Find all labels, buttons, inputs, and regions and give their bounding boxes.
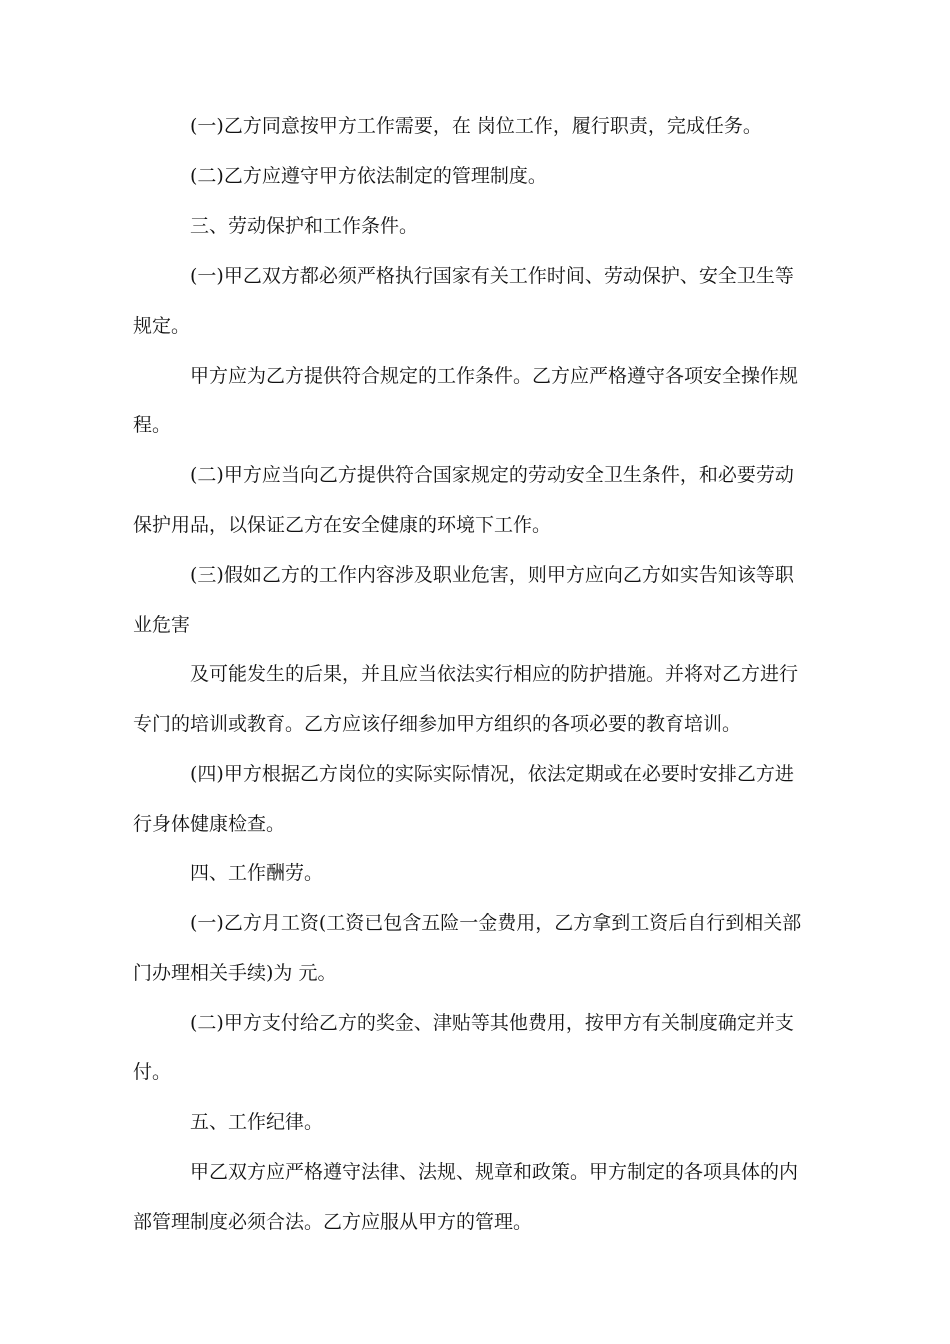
paragraph-line: (一)甲乙双方都必须严格执行国家有关工作时间、劳动保护、安全卫生等 [190,265,794,287]
paragraph-line: (一)乙方同意按甲方工作需要，在 岗位工作，履行职责，完成任务。 [190,115,762,137]
paragraph-line: (二)甲方应当向乙方提供符合国家规定的劳动安全卫生条件，和必要劳动 [190,464,794,486]
paragraph-line: 行身体健康检查。 [133,813,286,835]
section-heading: 三、劳动保护和工作条件。 [190,215,419,237]
paragraph-line: (二)甲方支付给乙方的奖金、津贴等其他费用，按甲方有关制度确定并支 [190,1012,794,1034]
paragraph-line: 甲方应为乙方提供符合规定的工作条件。乙方应严格遵守各项安全操作规 [190,365,799,387]
paragraph-line: 门办理相关手续)为 元。 [133,962,337,984]
paragraph-line: 专门的培训或教育。乙方应该仔细参加甲方组织的各项必要的教育培训。 [133,713,742,735]
paragraph-line: (二)乙方应遵守甲方依法制定的管理制度。 [190,165,547,187]
paragraph-line: (三)假如乙方的工作内容涉及职业危害，则甲方应向乙方如实告知该等职 [190,564,794,586]
section-heading: 五、工作纪律。 [190,1111,324,1133]
paragraph-line: 业危害 [133,614,191,636]
paragraph-line: 规定。 [133,315,191,337]
paragraph-line: 保护用品，以保证乙方在安全健康的环境下工作。 [133,514,552,536]
paragraph-line: 甲乙双方应严格遵守法律、法规、规章和政策。甲方制定的各项具体的内 [190,1161,799,1183]
paragraph-line: (四)甲方根据乙方岗位的实际实际情况，依法定期或在必要时安排乙方进 [190,763,794,785]
paragraph-line: (一)乙方月工资(工资已包含五险一金费用，乙方拿到工资后自行到相关部 [190,912,802,934]
paragraph-line: 付。 [133,1061,172,1083]
paragraph-line: 部管理制度必须合法。乙方应服从甲方的管理。 [133,1211,533,1233]
paragraph-line: 及可能发生的后果，并且应当依法实行相应的防护措施。并将对乙方进行 [190,663,799,685]
paragraph-line: 程。 [133,414,172,436]
section-heading: 四、工作酬劳。 [190,862,324,884]
